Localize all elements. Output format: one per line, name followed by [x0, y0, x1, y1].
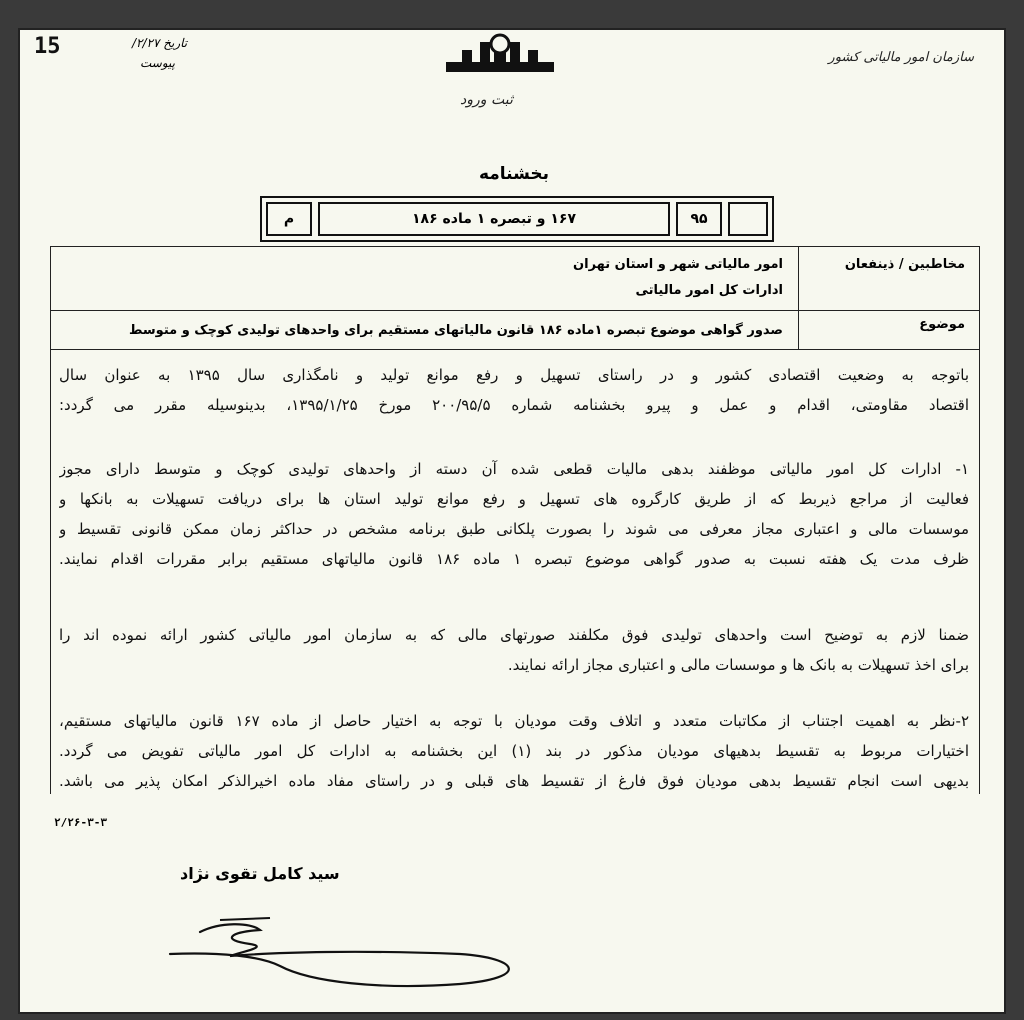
subject-row [51, 311, 979, 351]
reference-number: ۹۵ [676, 202, 722, 236]
reference-subject: ۱۶۷ و تبصره ۱ ماده ۱۸۶ [318, 202, 670, 236]
intro-line: اقتصاد مقاومتی، اقدام و عمل و پیرو بخشنامه شماره ۲۰۰/۹۵/۵ مورخ ۱۳۹۵/۱/۲۵، بدینوسیله مقرر می گردد: [59, 396, 969, 414]
reference-empty-cell [728, 202, 768, 236]
organization-name: سازمان امور مالیاتی کشور [828, 50, 974, 65]
item-2-line: اختیارات مربوط به تقسیط بدهیهای مودیان مذکور در بند (۱) این بخشنامه به ادارات کل امور مالیاتی تفویض می گردد. [59, 742, 969, 760]
note-paragraph [59, 620, 969, 680]
subject-value: صدور گواهی موضوع تبصره ۱ماده ۱۸۶ قانون مالیاتهای مستقیم برای واحدهای تولیدی کوچک و متوسط [128, 323, 783, 338]
item-1-line: ۱- ادارات کل امور مالیاتی موظفند بدهی مالیات قطعی شده آن دسته از واحدهای تولیدی کوچک و متوسط دارای مجوز [59, 460, 969, 478]
document-body [50, 350, 980, 794]
item-1-line: ظرف مدت یک هفته نسبت به صدور گواهی موضوع تبصره ۱ ماده ۱۸۶ قانون مالیاتهای مستقیم برابر مقررات اقدام نمایند. [59, 550, 969, 568]
item-1-line: فعالیت از مراجع ذیربط که از طریق کارگروه های تسهیل و رفع موانع تولید استان ها برای دریافت تسهیلات به بانکها و [59, 490, 969, 508]
recipients-label: مخاطبین / ذینفعان [844, 257, 965, 272]
footnote-code: ۲/۲۶-۳-۳ [54, 816, 107, 829]
note-line: برای اخذ تسهیلات به بانک ها و موسسات مالی و اعتباری مجاز ارائه نمایند. [507, 656, 969, 674]
recipients-row [51, 247, 979, 311]
item-2-line: ۲-نظر به اهمیت اجتناب از مکاتبات متعدد و اتلاف وقت مودیان با توجه به اختیار حاصل از ماده ۱۶۷ قانون مالیاتهای مستقیم، [59, 712, 969, 730]
document-number: 15 [34, 34, 61, 59]
document-title: بخشنامه [478, 164, 550, 184]
item-2-paragraph [59, 706, 969, 796]
signature-icon [160, 892, 540, 992]
item-1-paragraph [59, 454, 969, 574]
intro-paragraph [59, 360, 969, 420]
item-1-line: موسسات مالی و اعتباری مجاز معرفی می شوند را بصورت پلکانی طبق برنامه مشخص در حداکثر زمان ممکن قانونی تقسیط و [59, 520, 969, 538]
item-2-line: بدیهی است انجام تقسیط بدهی مودیان فوق فارغ از تقسیط های قبلی و در راستای مفاد ماده اخیرالذکر امکان پذیر می باشد. [59, 772, 969, 790]
reference-letter: م [266, 202, 312, 236]
info-table [50, 246, 980, 350]
registration-stamp: ثبت ورود [460, 92, 513, 108]
note-line: ضمنا لازم به توضیح است واحدهای تولیدی فوق مکلفند صورتهای مالی که به سازمان امور مالیاتی کشور ارائه نموده اند را [59, 626, 969, 644]
emblem-logo-icon [440, 32, 560, 76]
document-page [18, 28, 1006, 1014]
subject-label: موضوع [919, 317, 965, 332]
attachment-label: پیوست [140, 56, 175, 70]
intro-line: باتوجه به وضعیت اقتصادی کشور و در راستای تسهیل و رفع موانع تولید و نامگذاری سال ۱۳۹۵ به عنوان سال [59, 366, 969, 384]
recipients-line-1: امور مالیاتی شهر و استان تهران [573, 257, 783, 272]
date-label: تاریخ ۲/۲۷/ [132, 36, 188, 50]
recipients-line-2: ادارات کل امور مالیاتی [635, 283, 783, 298]
reference-box [260, 196, 774, 242]
signer-name: سید کامل تقوی نژاد [180, 864, 340, 883]
